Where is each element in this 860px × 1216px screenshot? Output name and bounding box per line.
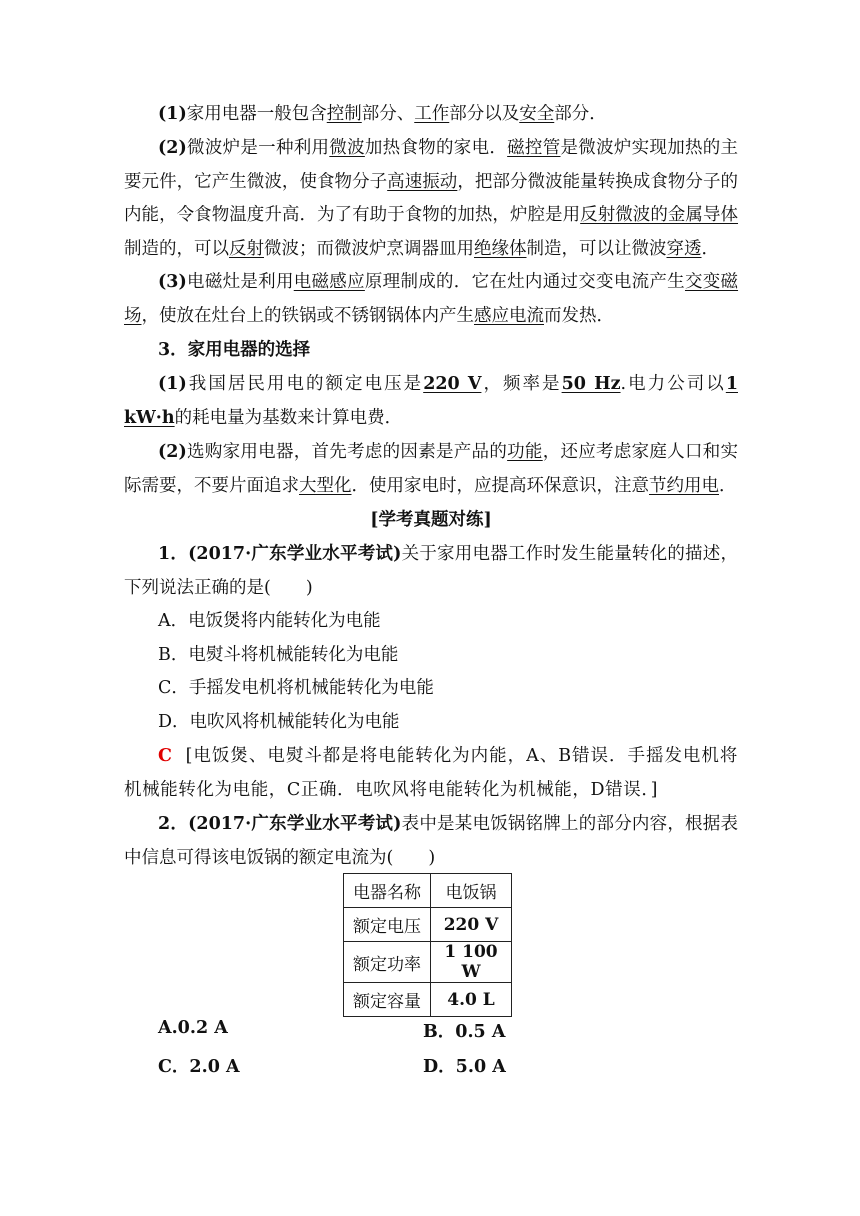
blank-answer: 感应电流 xyxy=(474,305,544,326)
question-source: (2017·广东学业水平考试) xyxy=(188,544,402,564)
question-2-option-d: D．5.0 A xyxy=(423,1057,506,1077)
text: ，还应考虑家庭人口和实际需要，不要片面追求 xyxy=(124,442,739,496)
item-number: (2) xyxy=(158,442,187,462)
question-1-option-b: B．电熨斗将机械能转化为电能 xyxy=(158,645,399,665)
question-number: 1． xyxy=(158,544,189,564)
paragraph-voltage xyxy=(124,368,738,435)
blank-answer: 大型化 xyxy=(299,475,352,496)
question-1-option-d: D．电吹风将机械能转化为电能 xyxy=(158,712,400,732)
table-cell: 电饭锅 xyxy=(431,874,512,908)
blank-answer: 1 kW·h xyxy=(124,374,738,428)
blank-answer: 反射微波的金属导体 xyxy=(580,205,739,225)
question-1-option-c: C．手摇发电机将机械能转化为电能 xyxy=(158,678,434,698)
paragraph-induction-cooker xyxy=(124,266,738,333)
table-cell: 220 V xyxy=(431,908,512,942)
paragraph-components xyxy=(124,98,738,132)
paragraph-selection xyxy=(124,436,738,503)
blank-answer: 绝缘体 xyxy=(474,238,527,259)
blank-answer: 高速振动 xyxy=(387,171,458,192)
text: 加热食物的家电． xyxy=(364,138,508,158)
item-number: (2) xyxy=(158,138,187,158)
text: 我国居民用电的额定电压是 xyxy=(186,374,424,394)
practice-section-title: [学考真题对练] xyxy=(370,510,492,530)
table-cell: 4.0 L xyxy=(431,983,512,1017)
text: 部分． xyxy=(554,104,607,124)
text: 微波；而微波炉烹调器皿用 xyxy=(264,238,474,259)
question-text: 表中是某电饭锅铭牌上的部分内容，根据表中信息可得该电饭锅的额定电流为( ) xyxy=(124,814,738,868)
text: 制造，可以让微波 xyxy=(526,238,667,259)
blank-answer: 安全 xyxy=(519,104,555,124)
text: 是微波炉实现加热的主要元件，它产生微波，使食物分子 xyxy=(124,138,739,192)
text: 部分、 xyxy=(361,104,415,124)
text: ，频率是 xyxy=(481,374,562,394)
text: 部分以及 xyxy=(449,104,520,124)
text: ．使用家电时，应提高环保意识，注意 xyxy=(351,475,649,496)
text: 微波炉是一种利用 xyxy=(186,138,330,158)
text: 制造的，可以 xyxy=(124,238,229,259)
text: 选购家用电器，首先考虑的因素是产品的 xyxy=(186,442,508,462)
table-cell: 额定电压 xyxy=(344,908,431,942)
table-row xyxy=(344,908,512,942)
text: 原理制成的．它在灶内通过交变电流产生 xyxy=(364,272,685,292)
table-cell: 电器名称 xyxy=(344,874,431,908)
blank-answer: 反射 xyxy=(229,238,264,259)
blank-answer: 控制 xyxy=(326,104,362,124)
blank-answer: 50 Hz xyxy=(561,374,621,394)
text: 而发热． xyxy=(544,305,614,326)
table-cell: 1 100 W xyxy=(431,942,512,983)
question-2-option-b: B．0.5 A xyxy=(423,1022,506,1042)
question-2-option-c: C．2.0 A xyxy=(158,1057,240,1077)
blank-answer: 节约用电 xyxy=(649,475,719,496)
text: ． xyxy=(701,238,719,259)
table-row xyxy=(344,942,512,983)
blank-answer: 交变磁场 xyxy=(124,272,739,326)
question-2-option-a: A.0.2 A xyxy=(158,1018,228,1038)
text: 电磁灶是利用 xyxy=(186,272,294,292)
text: ，使放在灶台上的铁锅或不锈钢锅体内产生 xyxy=(141,305,474,326)
item-number: (3) xyxy=(158,272,187,292)
section-heading: 3．家用电器的选择 xyxy=(158,340,311,360)
question-1-option-a: A．电饭煲将内能转化为电能 xyxy=(158,611,381,631)
blank-answer: 电磁感应 xyxy=(293,272,365,292)
answer-letter: C xyxy=(158,746,173,766)
table-cell: 额定功率 xyxy=(344,942,431,983)
item-number: (1) xyxy=(158,104,187,124)
text: ，把部分微波能量转换成食物分子的内能，令食物温度升高．为了有助于食物的加热，炉腔是用 xyxy=(124,171,739,225)
blank-answer: 穿透 xyxy=(666,238,702,259)
question-1-stem xyxy=(124,538,738,605)
table-row xyxy=(344,983,512,1017)
question-text: 关于家用电器工作时发生能量转化的描述，下列说法正确的是( ) xyxy=(124,544,738,598)
question-1-answer xyxy=(124,740,738,807)
question-number: 2． xyxy=(158,814,189,834)
blank-answer: 磁控管 xyxy=(507,138,561,158)
question-2-stem xyxy=(124,808,738,875)
answer-explanation: [电饭煲、电熨斗都是将电能转化为内能，A、B错误．手摇发电机将机械能转化为电能，C正确．电吹风将电能转化为机械能，D错误．] xyxy=(124,746,738,800)
blank-answer: 220 V xyxy=(423,374,482,394)
rice-cooker-nameplate-table xyxy=(343,873,512,1017)
text: 的耗电量为基数来计算电费． xyxy=(174,407,403,428)
question-source: (2017·广东学业水平考试) xyxy=(188,814,402,834)
table-cell: 额定容量 xyxy=(344,983,431,1017)
text: 家用电器一般包含 xyxy=(186,104,327,124)
text: ． xyxy=(719,475,737,496)
paragraph-microwave xyxy=(124,132,738,266)
item-number: (1) xyxy=(158,374,187,394)
blank-answer: 微波 xyxy=(329,138,365,158)
text: .电力公司以 xyxy=(620,374,726,394)
table-row xyxy=(344,874,512,908)
blank-answer: 功能 xyxy=(507,442,543,462)
blank-answer: 工作 xyxy=(414,104,450,124)
